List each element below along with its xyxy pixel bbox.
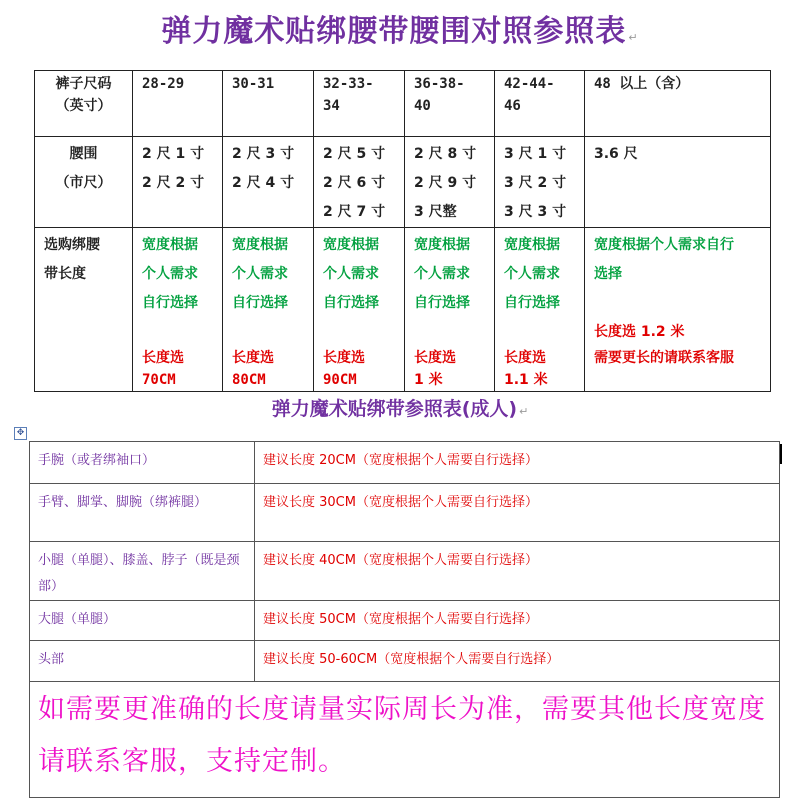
size-cell: 28-29 — [133, 71, 223, 137]
waist-cell: 2 尺 5 寸 2 尺 6 寸 2 尺 7 寸 — [314, 137, 405, 228]
note-row — [30, 682, 780, 798]
strap-length-table — [29, 441, 780, 798]
table-row — [30, 484, 780, 542]
size-cell: 48 以上（含） — [585, 71, 771, 137]
second-title: 弹力魔术贴绑带参照表(成人) ↵ — [271, 398, 529, 420]
waist-cell: 2 尺 3 寸 2 尺 4 寸 — [223, 137, 314, 228]
size-cell: 42-44- 46 — [495, 71, 585, 137]
waist-cell: 2 尺 1 寸 2 尺 2 寸 — [133, 137, 223, 228]
length-suggestion-cell: 建议长度 50CM（宽度根据个人需要自行选择） — [255, 601, 780, 641]
body-part-cell: 头部 — [30, 641, 255, 682]
length-suggestion-cell: 建议长度 30CM（宽度根据个人需要自行选择） — [255, 484, 780, 542]
length-suggestion-cell: 建议长度 20CM（宽度根据个人需要自行选择） — [255, 442, 780, 484]
table-row — [30, 542, 780, 601]
table-row — [30, 442, 780, 484]
row-header-length: 选购绑腰 带长度 — [35, 228, 133, 392]
custom-order-note: 如需要更准确的长度请量实际周长为准，需要其他长度宽度请联系客服，支持定制。 — [30, 682, 780, 798]
waist-cell: 2 尺 8 寸 2 尺 9 寸 3 尺整 — [405, 137, 495, 228]
length-cell: 宽度根据 个人需求 自行选择 长度选 1 米 — [405, 228, 495, 392]
length-row — [35, 228, 771, 392]
size-cell: 32-33- 34 — [314, 71, 405, 137]
table-move-handle-icon[interactable]: ✥ — [14, 427, 27, 440]
size-row — [35, 71, 771, 137]
row-header-waist: 腰围 （市尺） — [35, 137, 133, 228]
row-header-size: 裤子尺码 （英寸） — [35, 71, 133, 137]
length-suggestion-cell: 建议长度 50-60CM（宽度根据个人需要自行选择） — [255, 641, 780, 682]
length-cell-last: 宽度根据个人需求自行 选择 长度选 1.2 米 需要更长的请联系客服 — [585, 228, 771, 392]
length-suggestion-cell: 建议长度 40CM（宽度根据个人需要自行选择） — [255, 542, 780, 601]
size-cell: 36-38- 40 — [405, 71, 495, 137]
table-row — [30, 641, 780, 682]
body-part-cell: 大腿（单腿） — [30, 601, 255, 641]
body-part-cell: 手臂、脚掌、脚腕（绑裤腿） — [30, 484, 255, 542]
length-cell: 宽度根据 个人需求 自行选择 长度选 1.1 米 — [495, 228, 585, 392]
waist-row — [35, 137, 771, 228]
main-title: 弹力魔术贴绑腰带腰围对照参照表 ↵ — [161, 14, 639, 49]
waist-cell: 3 尺 1 寸 3 尺 2 寸 3 尺 3 寸 — [495, 137, 585, 228]
body-part-cell: 小腿（单腿）、膝盖、脖子（既是颈部） — [30, 542, 255, 601]
size-cell: 30-31 — [223, 71, 314, 137]
length-cell: 宽度根据 个人需求 自行选择 长度选 80CM — [223, 228, 314, 392]
body-part-cell: 手腕（或者绑袖口） — [30, 442, 255, 484]
length-cell: 宽度根据 个人需求 自行选择 长度选 70CM — [133, 228, 223, 392]
waist-size-table — [34, 70, 771, 392]
text-cursor-mark — [780, 444, 782, 464]
length-cell: 宽度根据 个人需求 自行选择 长度选 90CM — [314, 228, 405, 392]
waist-cell: 3.6 尺 — [585, 137, 771, 228]
table-row — [30, 601, 780, 641]
